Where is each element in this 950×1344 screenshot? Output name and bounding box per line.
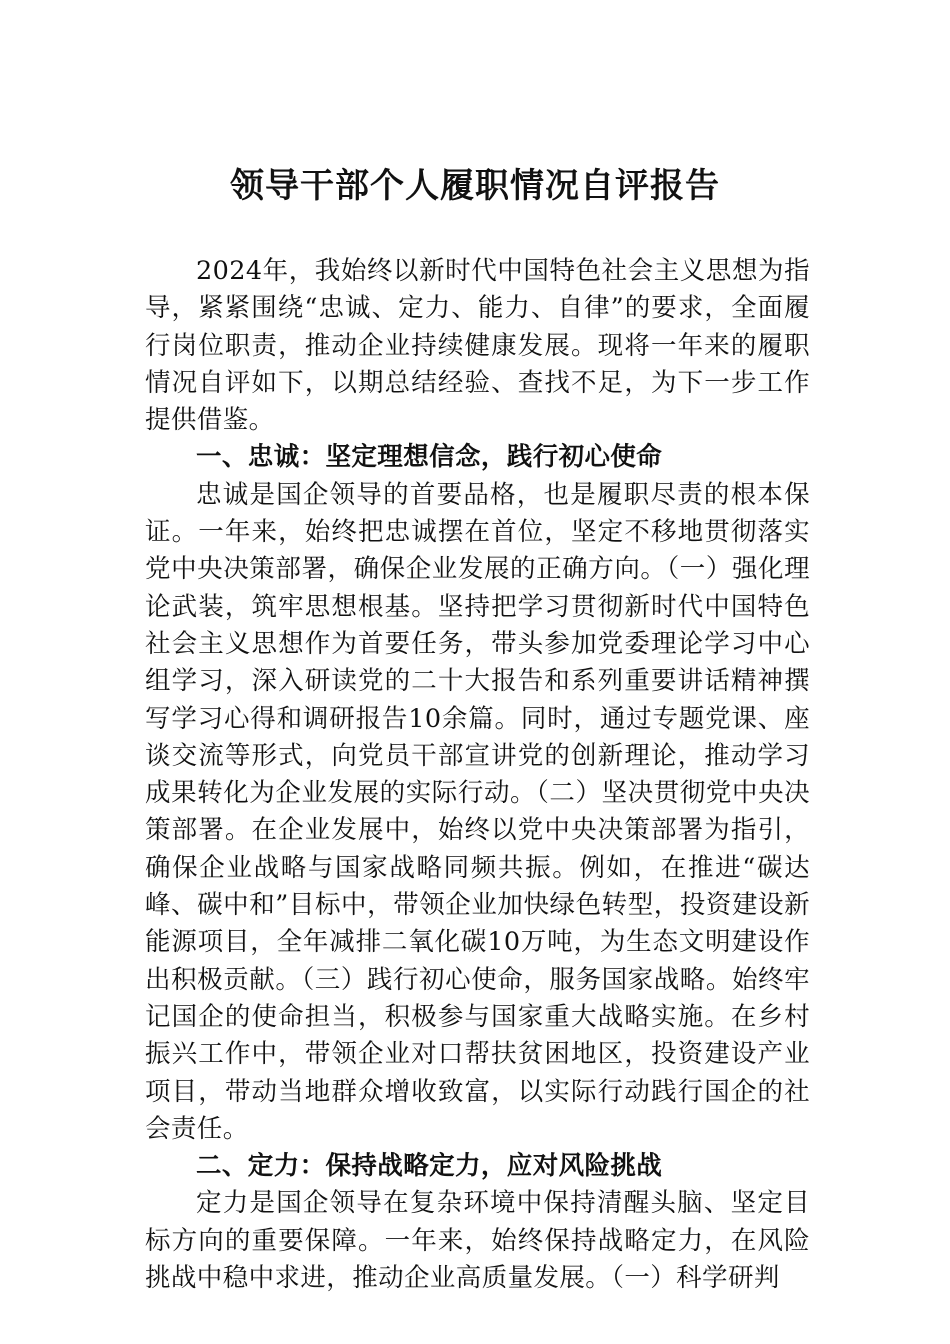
- section-2-paragraph: 定力是国企领导在复杂环境中保持清醒头脑、坚定目标方向的重要保障。一年来，始终保持战略定力，在风险挑战中稳中求进，推动企业高质量发展。（一）科学研判: [145, 1188, 810, 1294]
- document-title: 领导干部个人履职情况自评报告: [230, 166, 720, 206]
- section-1-paragraph: 忠诚是国企领导的首要品格，也是履职尽责的根本保证。一年来，始终把忠诚摆在首位，坚定不移地贯彻落实党中央决策部署，确保企业发展的正确方向。（一）强化理论武装，筑牢思想根基。坚持把学习贯彻新时代中国特色社会主义思想作为首要任务，带头参加党委理论学习中心组学习，深入研读党的二十大报告和系列重要讲话精神撰写学习心得和调研报告10余篇。同时，通过专题党课、座谈交流等形式，向党员干部宣讲党的创新理论，推动学习成果转化为企业发展的实际行动。（二）坚决贯彻党中央决策部署。在企业发展中，始终以党中央决策部署为指引，确保企业战略与国家战略同频共振。例如，在推进“碳达峰、碳中和”目标中，带领企业加快绿色转型，投资建设新能源项目，全年减排二氧化碳10万吨，为生态文明建设作出积极贡献。（三）践行初心使命，服务国家战略。始终牢记国企的使命担当，积极参与国家重大战略实施。在乡村振兴工作中，带领企业对口帮扶贫困地区，投资建设产业项目，带动当地群众增收致富，以实际行动践行国企的社会责任。: [145, 479, 810, 1144]
- intro-paragraph: 2024年，我始终以新时代中国特色社会主义思想为指导，紧紧围绕“忠诚、定力、能力、自律”的要求，全面履行岗位职责，推动企业持续健康发展。现将一年来的履职情况自评如下，以期总结经验、查找不足，为下一步工作提供借鉴。: [145, 256, 810, 436]
- section-2-heading: 二、定力：保持战略定力，应对风险挑战: [196, 1151, 663, 1182]
- section-1-heading: 一、忠诚：坚定理想信念，践行初心使命: [196, 442, 663, 473]
- document-body: [145, 253, 810, 1297]
